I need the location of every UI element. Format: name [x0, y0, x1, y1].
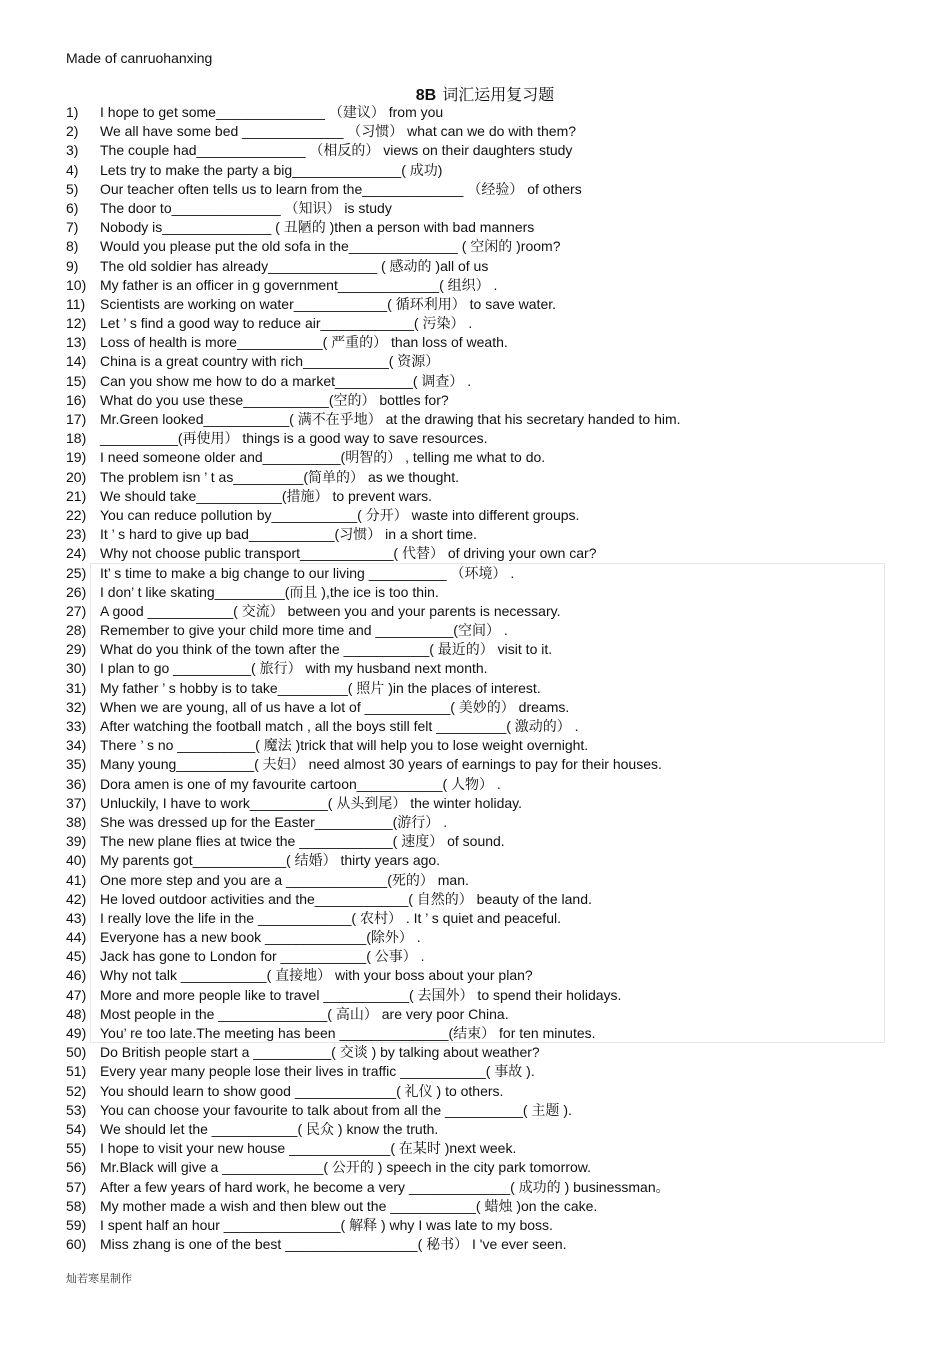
item-number: 52): [66, 1082, 87, 1099]
exercise-item: [66, 659, 926, 678]
exercise-item: [66, 909, 926, 928]
item-text: Would you please put the old sofa in the______________ ( 空闲的 )room?: [100, 238, 561, 255]
item-number: 1): [66, 104, 79, 120]
item-text: I plan to go __________( 旅行） with my husband next month.: [100, 660, 488, 677]
item-text: It ’ s hard to give up bad___________(习惯） in a short time.: [100, 526, 477, 543]
exercise-item: [66, 410, 926, 429]
exercise-item: [66, 794, 926, 813]
item-text: Most people in the ______________( 高山） are very poor China.: [100, 1005, 509, 1022]
exercise-item: [66, 257, 926, 276]
item-text: Everyone has a new book _____________(除外） .: [100, 929, 421, 946]
exercise-item: [66, 141, 926, 160]
item-number: 35): [66, 756, 87, 773]
exercise-item: [66, 928, 926, 947]
exercise-item: [66, 1101, 926, 1120]
item-number: 9): [66, 257, 79, 274]
item-text: The problem isn ’ t as_________(简单的） as we thought.: [100, 468, 460, 485]
item-number: 8): [66, 238, 79, 255]
item-number: 40): [66, 852, 87, 869]
item-text: We should take___________(措施） to prevent wars.: [100, 487, 433, 504]
item-number: 6): [66, 199, 79, 216]
item-text: I really love the life in the ____________( 农村） . It ’ s quiet and peaceful.: [100, 909, 561, 926]
exercise-item: [66, 1062, 926, 1081]
exercise-item: [66, 122, 926, 141]
exercise-item: [66, 1024, 926, 1043]
item-text: Mr.Green looked___________( 满不在乎地） at the drawing that his secretary handed to him.: [100, 411, 681, 427]
item-number: 31): [66, 679, 87, 696]
item-text: You should learn to show good _____________( 礼仪 ) to others.: [100, 1082, 504, 1099]
exercise-item: [66, 429, 926, 448]
item-number: 47): [66, 986, 87, 1003]
exercise-item: [66, 391, 926, 410]
exercise-list: [66, 103, 926, 1254]
exercise-item: [66, 640, 926, 659]
exercise-item: [66, 468, 926, 487]
item-number: 32): [66, 698, 87, 715]
item-text: My mother made a wish and then blew out the ___________( 蜡烛 )on the cake.: [100, 1197, 598, 1214]
item-text: Miss zhang is one of the best _________________( 秘书） I 've ever seen.: [100, 1236, 567, 1253]
footer-note: 灿若寒星制作: [66, 1272, 132, 1285]
exercise-item: [66, 583, 926, 602]
item-number: 20): [66, 468, 87, 485]
item-text: I hope to visit your new house _____________( 在某时 )next week.: [100, 1140, 517, 1157]
item-text: What do you use these___________(空的） bottles for?: [100, 391, 449, 408]
item-number: 3): [66, 142, 79, 159]
item-text: Nobody is______________ ( 丑陋的 )then a person with bad manners: [100, 219, 535, 236]
exercise-item: [66, 199, 926, 218]
item-number: 42): [66, 890, 87, 907]
exercise-item: [66, 1158, 926, 1177]
item-number: 12): [66, 315, 87, 332]
item-number: 29): [66, 641, 87, 658]
item-text: We should let the ___________( 民众 ) know the truth.: [100, 1120, 439, 1137]
item-text: The door to______________ （知识） is study: [100, 199, 392, 216]
exercise-item: [66, 890, 926, 909]
item-number: 58): [66, 1197, 87, 1214]
item-number: 2): [66, 123, 79, 140]
title-grade: 8B: [415, 87, 437, 104]
item-text: After a few years of hard work, he become a very _____________( 成功的 ) businessman。: [100, 1178, 670, 1195]
item-number: 22): [66, 506, 87, 523]
exercise-item: [66, 448, 926, 467]
header-note: Made of canruohanxing: [66, 50, 213, 66]
exercise-item: [66, 544, 926, 563]
item-text: Let ’ s find a good way to reduce air____________( 污染） .: [100, 315, 473, 332]
exercise-item: [66, 679, 926, 698]
item-text: We all have some bed _____________ （习惯） what can we do with them?: [100, 123, 577, 140]
item-text: One more step and you are a _____________(死的） man.: [100, 871, 469, 888]
exercise-item: [66, 986, 926, 1005]
item-text: I hope to get some______________ （建议） from you: [100, 104, 444, 120]
exercise-item: [66, 333, 926, 352]
item-number: 34): [66, 737, 87, 754]
item-number: 49): [66, 1025, 87, 1041]
exercise-item: [66, 487, 926, 506]
page-title: [0, 82, 950, 105]
exercise-item: [66, 813, 926, 832]
exercise-item: [66, 1216, 926, 1235]
item-number: 10): [66, 276, 87, 293]
item-text: Can you show me how to do a market__________( 调查） .: [100, 372, 472, 389]
item-text: You’ re too late.The meeting has been ______________(结束） for ten minutes.: [100, 1025, 596, 1041]
item-number: 56): [66, 1159, 87, 1176]
item-number: 33): [66, 718, 87, 734]
item-text: When we are young, all of us have a lot of ___________( 美妙的） dreams.: [100, 698, 570, 715]
exercise-item: [66, 1235, 926, 1254]
item-number: 24): [66, 545, 87, 562]
item-number: 19): [66, 449, 87, 466]
item-text: My father is an officer in g government_____________( 组织） .: [100, 276, 498, 293]
item-number: 5): [66, 180, 79, 197]
exercise-item: [66, 602, 926, 621]
exercise-item: [66, 1082, 926, 1101]
item-number: 15): [66, 372, 87, 389]
item-text: There ’ s no __________( 魔法 )trick that will help you to lose weight overnight.: [100, 737, 589, 754]
exercise-item: [66, 621, 926, 640]
item-number: 26): [66, 583, 87, 600]
exercise-item: [66, 564, 926, 583]
item-text: __________(再使用） things is a good way to save resources.: [100, 430, 488, 447]
item-text: Lets try to make the party a big______________( 成功): [100, 161, 443, 178]
item-text: He loved outdoor activities and the____________( 自然的） beauty of the land.: [100, 890, 592, 907]
item-number: 17): [66, 411, 87, 427]
exercise-item: [66, 947, 926, 966]
item-text: Many young__________( 夫妇） need almost 30 years of earnings to pay for their houses.: [100, 756, 662, 773]
exercise-item: [66, 372, 926, 391]
item-number: 54): [66, 1120, 87, 1137]
item-number: 51): [66, 1063, 87, 1080]
exercise-item: [66, 755, 926, 774]
item-number: 60): [66, 1236, 87, 1253]
item-text: Loss of health is more___________( 严重的） than loss of weath.: [100, 334, 508, 351]
exercise-item: [66, 1005, 926, 1024]
item-text: The new plane flies at twice the ____________( 速度） of sound.: [100, 833, 505, 850]
item-number: 13): [66, 334, 87, 351]
exercise-item: [66, 218, 926, 237]
item-text: Jack has gone to London for ___________( 公事） .: [100, 948, 425, 965]
item-text: Mr.Black will give a _____________( 公开的 ) speech in the city park tomorrow.: [100, 1159, 592, 1176]
item-number: 45): [66, 948, 87, 965]
exercise-item: [66, 1178, 926, 1197]
item-text: Our teacher often tells us to learn from the_____________ （经验） of others: [100, 180, 582, 197]
exercise-item: [66, 1043, 926, 1062]
item-text: The couple had______________ （相反的） views on their daughters study: [100, 142, 573, 159]
exercise-item: [66, 525, 926, 544]
item-text: You can choose your favourite to talk about from all the __________( 主题 ).: [100, 1101, 572, 1118]
item-number: 53): [66, 1101, 87, 1118]
item-text: I need someone older and__________(明智的） , telling me what to do.: [100, 449, 546, 466]
exercise-item: [66, 180, 926, 199]
item-text: Scientists are working on water____________( 循环利用） to save water.: [100, 295, 557, 312]
item-number: 4): [66, 161, 79, 178]
item-number: 36): [66, 775, 87, 792]
item-number: 14): [66, 353, 87, 370]
item-number: 27): [66, 602, 87, 619]
item-text: I don’ t like skating_________(而且 ),the ice is too thin.: [100, 583, 439, 600]
item-number: 7): [66, 219, 79, 236]
item-text: After watching the football match , all the boys still felt _________( 激动的） .: [100, 718, 579, 734]
item-text: A good ___________( 交流） between you and your parents is necessary.: [100, 602, 561, 619]
exercise-item: [66, 832, 926, 851]
item-number: 37): [66, 794, 87, 811]
item-number: 57): [66, 1178, 87, 1195]
item-text: The old soldier has already______________ ( 感动的 )all of us: [100, 257, 489, 274]
exercise-item: [66, 237, 926, 256]
item-number: 28): [66, 622, 87, 639]
item-text: More and more people like to travel ___________( 去国外） to spend their holidays.: [100, 986, 622, 1003]
exercise-item: [66, 775, 926, 794]
item-number: 46): [66, 967, 87, 984]
item-text: My parents got____________( 结婚） thirty years ago.: [100, 852, 441, 869]
exercise-item: [66, 506, 926, 525]
exercise-item: [66, 1197, 926, 1216]
exercise-item: [66, 698, 926, 717]
exercise-item: [66, 314, 926, 333]
exercise-item: [66, 352, 926, 371]
item-text: You can reduce pollution by___________( 分开） waste into different groups.: [100, 506, 580, 523]
exercise-item: [66, 276, 926, 295]
item-number: 11): [66, 295, 86, 312]
item-number: 21): [66, 487, 87, 504]
item-text: My father ’ s hobby is to take_________( 照片 )in the places of interest.: [100, 679, 541, 696]
exercise-item: [66, 1120, 926, 1139]
item-number: 41): [66, 871, 87, 888]
item-text: She was dressed up for the Easter__________(游行） .: [100, 813, 448, 830]
item-text: It’ s time to make a big change to our living __________ （环境） .: [100, 564, 515, 581]
item-number: 44): [66, 929, 87, 946]
item-number: 39): [66, 833, 87, 850]
exercise-item: [66, 851, 926, 870]
item-text: I spent half an hour _______________( 解释 ) why I was late to my boss.: [100, 1216, 553, 1233]
exercise-item: [66, 103, 926, 122]
exercise-item: [66, 871, 926, 890]
item-text: Remember to give your child more time and __________(空间） .: [100, 622, 508, 639]
item-text: Unluckily, I have to work__________( 从头到尾） the winter holiday.: [100, 794, 523, 811]
item-number: 43): [66, 909, 87, 926]
exercise-item: [66, 736, 926, 755]
item-number: 18): [66, 430, 87, 447]
item-number: 50): [66, 1044, 87, 1061]
exercise-item: [66, 161, 926, 180]
item-number: 59): [66, 1216, 87, 1233]
exercise-item: [66, 966, 926, 985]
item-text: Why not talk ___________( 直接地） with your boss about your plan?: [100, 967, 533, 984]
item-number: 55): [66, 1140, 87, 1157]
title-text: 词汇运用复习题: [442, 87, 555, 104]
item-number: 48): [66, 1005, 87, 1022]
exercise-item: [66, 295, 926, 314]
exercise-item: [66, 717, 926, 736]
item-text: What do you think of the town after the ___________( 最近的） visit to it.: [100, 641, 553, 658]
item-text: Why not choose public transport____________( 代替） of driving your own car?: [100, 545, 597, 562]
item-number: 30): [66, 660, 87, 677]
exercise-item: [66, 1139, 926, 1158]
item-text: Every year many people lose their lives in traffic ___________( 事故 ).: [100, 1063, 535, 1080]
item-text: China is a great country with rich___________( 资源）: [100, 353, 440, 370]
item-number: 25): [66, 564, 87, 581]
item-text: Do British people start a __________( 交谈 ) by talking about weather?: [100, 1044, 540, 1061]
item-number: 16): [66, 391, 87, 408]
item-number: 38): [66, 813, 87, 830]
item-text: Dora amen is one of my favourite cartoon___________( 人物） .: [100, 775, 501, 792]
item-number: 23): [66, 526, 87, 543]
